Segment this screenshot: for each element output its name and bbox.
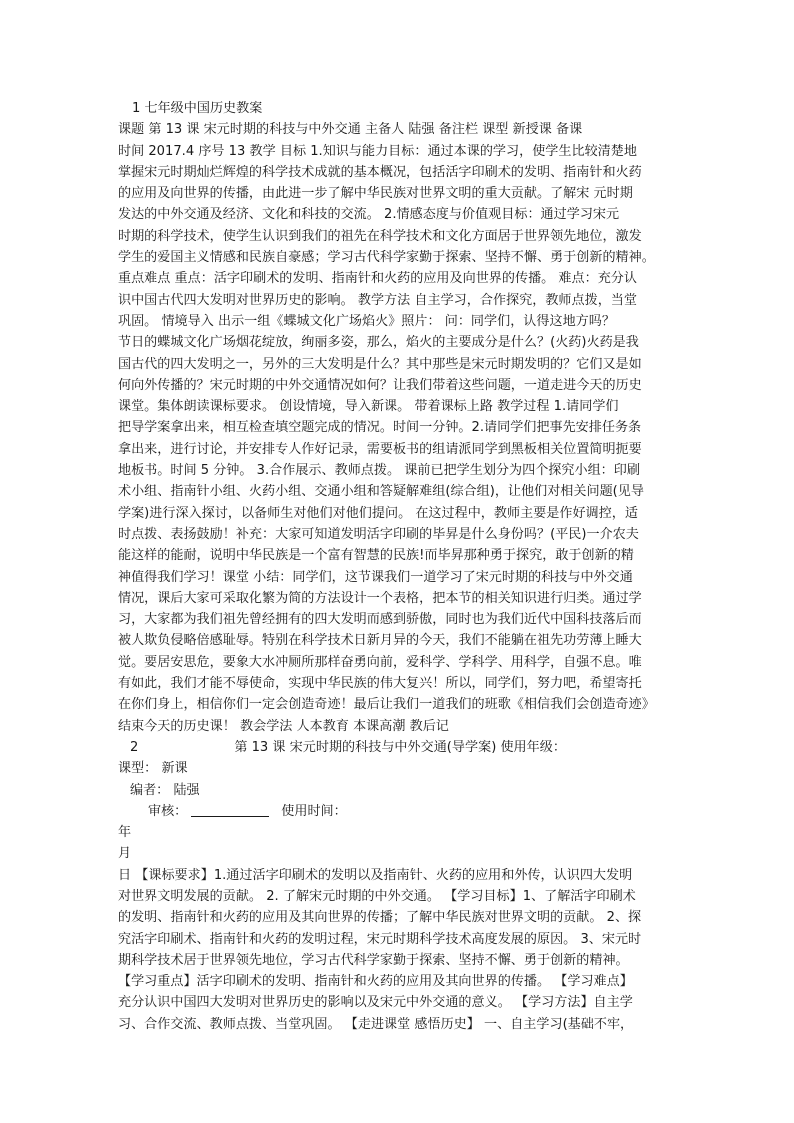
text-line: 月 xyxy=(118,846,132,862)
text-line: 时期的科学技术，使学生认识到我们的祖先在科学技术和文化方面居于世界领先地位，激发 xyxy=(118,228,642,244)
text-line: 重点难点 重点：活字印刷术的发明、指南针和火药的应用及向世界的传播。 难点：充分认 xyxy=(118,271,637,287)
text-line: 的发明、指南针和火药的应用及其向世界的传播；了解中华民族对世界文明的贡献。 2、探 xyxy=(118,910,642,926)
section-number: 2 xyxy=(130,739,139,755)
text-line: 拿出来，进行讨论，并安排专人作好记录，需要板书的组请派同学到黑板相关位置简明扼要 xyxy=(118,441,642,457)
text-line: 何向外传播的？宋元时期的中外交通情况如何？让我们带着这些问题，一道走进今天的历史 xyxy=(118,377,642,393)
text-line: 充分认识中国四大发明对世界历史的影响以及宋元中外交通的意义。 【学习方法】自主学 xyxy=(118,995,633,1011)
usage-time-label: 使用时间： xyxy=(281,803,347,819)
text-line: 有如此，我们才能不辱使命，实现中华民族的伟大复兴！所以，同学们，努力吧，希望寄托 xyxy=(118,676,642,692)
text-line: 地板书。时间 5 分钟。 3.合作展示、教师点拨。 课前已把学生划分为四个探究小组：印刷 xyxy=(118,463,640,479)
text-line: 究活字印刷术、指南针和火药的发明过程，宋元时期科学技术高度发展的原因。 3、宋元时 xyxy=(118,931,642,947)
text-line: 学案)进行深入探讨，以备师生对他们对他们提问。 在这过程中，教师主要是作好调控，适 xyxy=(118,505,638,521)
guide-title: 第 13 课 宋元时期的科技与中外交通(导学案) 使用年级： xyxy=(234,739,566,755)
text-line: 课题 第 13 课 宋元时期的科技与中外交通 主备人 陆强 备注栏 课型 新授课 备课 xyxy=(118,122,583,138)
text-line: 习、合作交流、教师点拨、当堂巩固。 【走进课堂 感悟历史】 一、自主学习(基础不牢， xyxy=(118,1016,634,1032)
text-line: 年 xyxy=(118,825,132,841)
text-line: 节日的蝶城文化广场烟花绽放，绚丽多姿，那么，焰火的主要成分是什么？(火药)火药是我 xyxy=(118,335,639,351)
text-line: 学生的爱国主义情感和民族自豪感；学习古代科学家勤于探索、坚持不懈、勇于创新的精神。 xyxy=(118,250,655,266)
text-line: 课堂。集体朗读课标要求。 创设情境，导入新课。 带着课标上路 教学过程 1.请同学们 xyxy=(118,399,619,415)
document-heading: 1 七年级中国历史教案 xyxy=(132,101,263,116)
text-line: 编者： 陆强 xyxy=(130,782,200,798)
text-line: 的应用及向世界的传播，由此进一步了解中华民族对世界文明的重大贡献。了解宋 元时期 xyxy=(118,186,633,202)
text-line: 课型： 新课 xyxy=(118,761,188,777)
document-body xyxy=(118,98,678,1035)
text-line: 觉。要居安思危，要象大水冲厕所那样奋勇向前，爱科学、学科学、用科学，自强不息。唯 xyxy=(118,654,642,670)
text-line: 情况，课后大家可采取化繁为简的方法设计一个表格，把本节的相关知识进行归类。通过学 xyxy=(118,590,642,606)
text-line: 能这样的能耐，说明中华民族是一个富有智慧的民族!而毕昇那种勇于探究，敢于创新的精 xyxy=(118,548,634,564)
text-line: 时点拨、表扬鼓励！补充：大家可知道发明活字印刷的毕昇是什么身份吗？(平民)一介农夫 xyxy=(118,526,639,542)
review-blank xyxy=(191,802,269,817)
text-line: 【学习重点】活字印刷术的发明、指南针和火药的应用及其向世界的传播。 【学习难点】 xyxy=(118,974,633,990)
text-line: 神值得我们学习！课堂 小结：同学们，这节课我们一道学习了宋元时期的科技与中外交通 xyxy=(118,569,633,585)
text-line: 在你们身上，相信你们一定会创造奇迹！最后让我们一道我们的班歌《相信我们会创造奇迹》 xyxy=(118,697,655,713)
text-line: 掌握宋元时期灿烂辉煌的科学技术成就的基本概况，包括活字印刷术的发明、指南针和火药 xyxy=(118,164,642,180)
text-line: 习，大家都为我们祖先曾经拥有的四大发明而感到骄傲，同时也为我们近代中国科技落后而 xyxy=(118,612,642,628)
text-line: 日 【课标要求】1.通过活字印刷术的发明以及指南针、火药的应用和外传，认识四大发明 xyxy=(118,867,633,883)
text-line: 发达的中外交通及经济、文化和科技的交流。 2.情感态度与价值观目标：通过学习宋元 xyxy=(118,207,620,223)
text-line: 术小组、指南针小组、火药小组、交通小组和答疑解难组(综合组)，让他们对相关问题(见导 xyxy=(118,484,644,500)
text-line: 国古代的四大发明之一，另外的三大发明是什么？其中那些是宋元时期发明的？它们又是如 xyxy=(118,356,642,372)
text-line: 期科学技术居于世界领先地位，学习古代科学家勤于探索、坚持不懈、勇于创新的精神。 xyxy=(118,952,629,968)
text-line: 巩固。 情境导入 出示一组《蝶城文化广场焰火》照片： 问：同学们，认得这地方吗？ xyxy=(118,313,615,329)
text-line: 对世界文明发展的贡献。 2. 了解宋元时期的中外交通。 【学习目标】1、了解活字印刷术 xyxy=(118,888,636,904)
text-line: 识中国古代四大发明对世界历史的影响。 教学方法 自主学习，合作探究，教师点拨，当堂 xyxy=(118,292,637,308)
review-line xyxy=(118,801,678,822)
text-line: 把导学案拿出来，相互检查填空题完成的情况。时间一分钟。2.请同学们把事先安排任务条 xyxy=(118,420,642,436)
text-line: 结束今天的历史课！ 教会学法 人本教育 本课高潮 教后记 xyxy=(118,718,449,734)
review-label: 审核： xyxy=(148,803,188,819)
text-line: 被人欺负侵略倍感耻辱。特别在科学技术日新月异的今天，我们不能躺在祖先功劳薄上睡大 xyxy=(118,633,642,649)
text-line: 时间 2017.4 序号 13 教学 目标 1.知识与能力目标：通过本课的学习，使学生比较清楚地 xyxy=(118,143,637,159)
guide-heading-line xyxy=(118,737,678,758)
